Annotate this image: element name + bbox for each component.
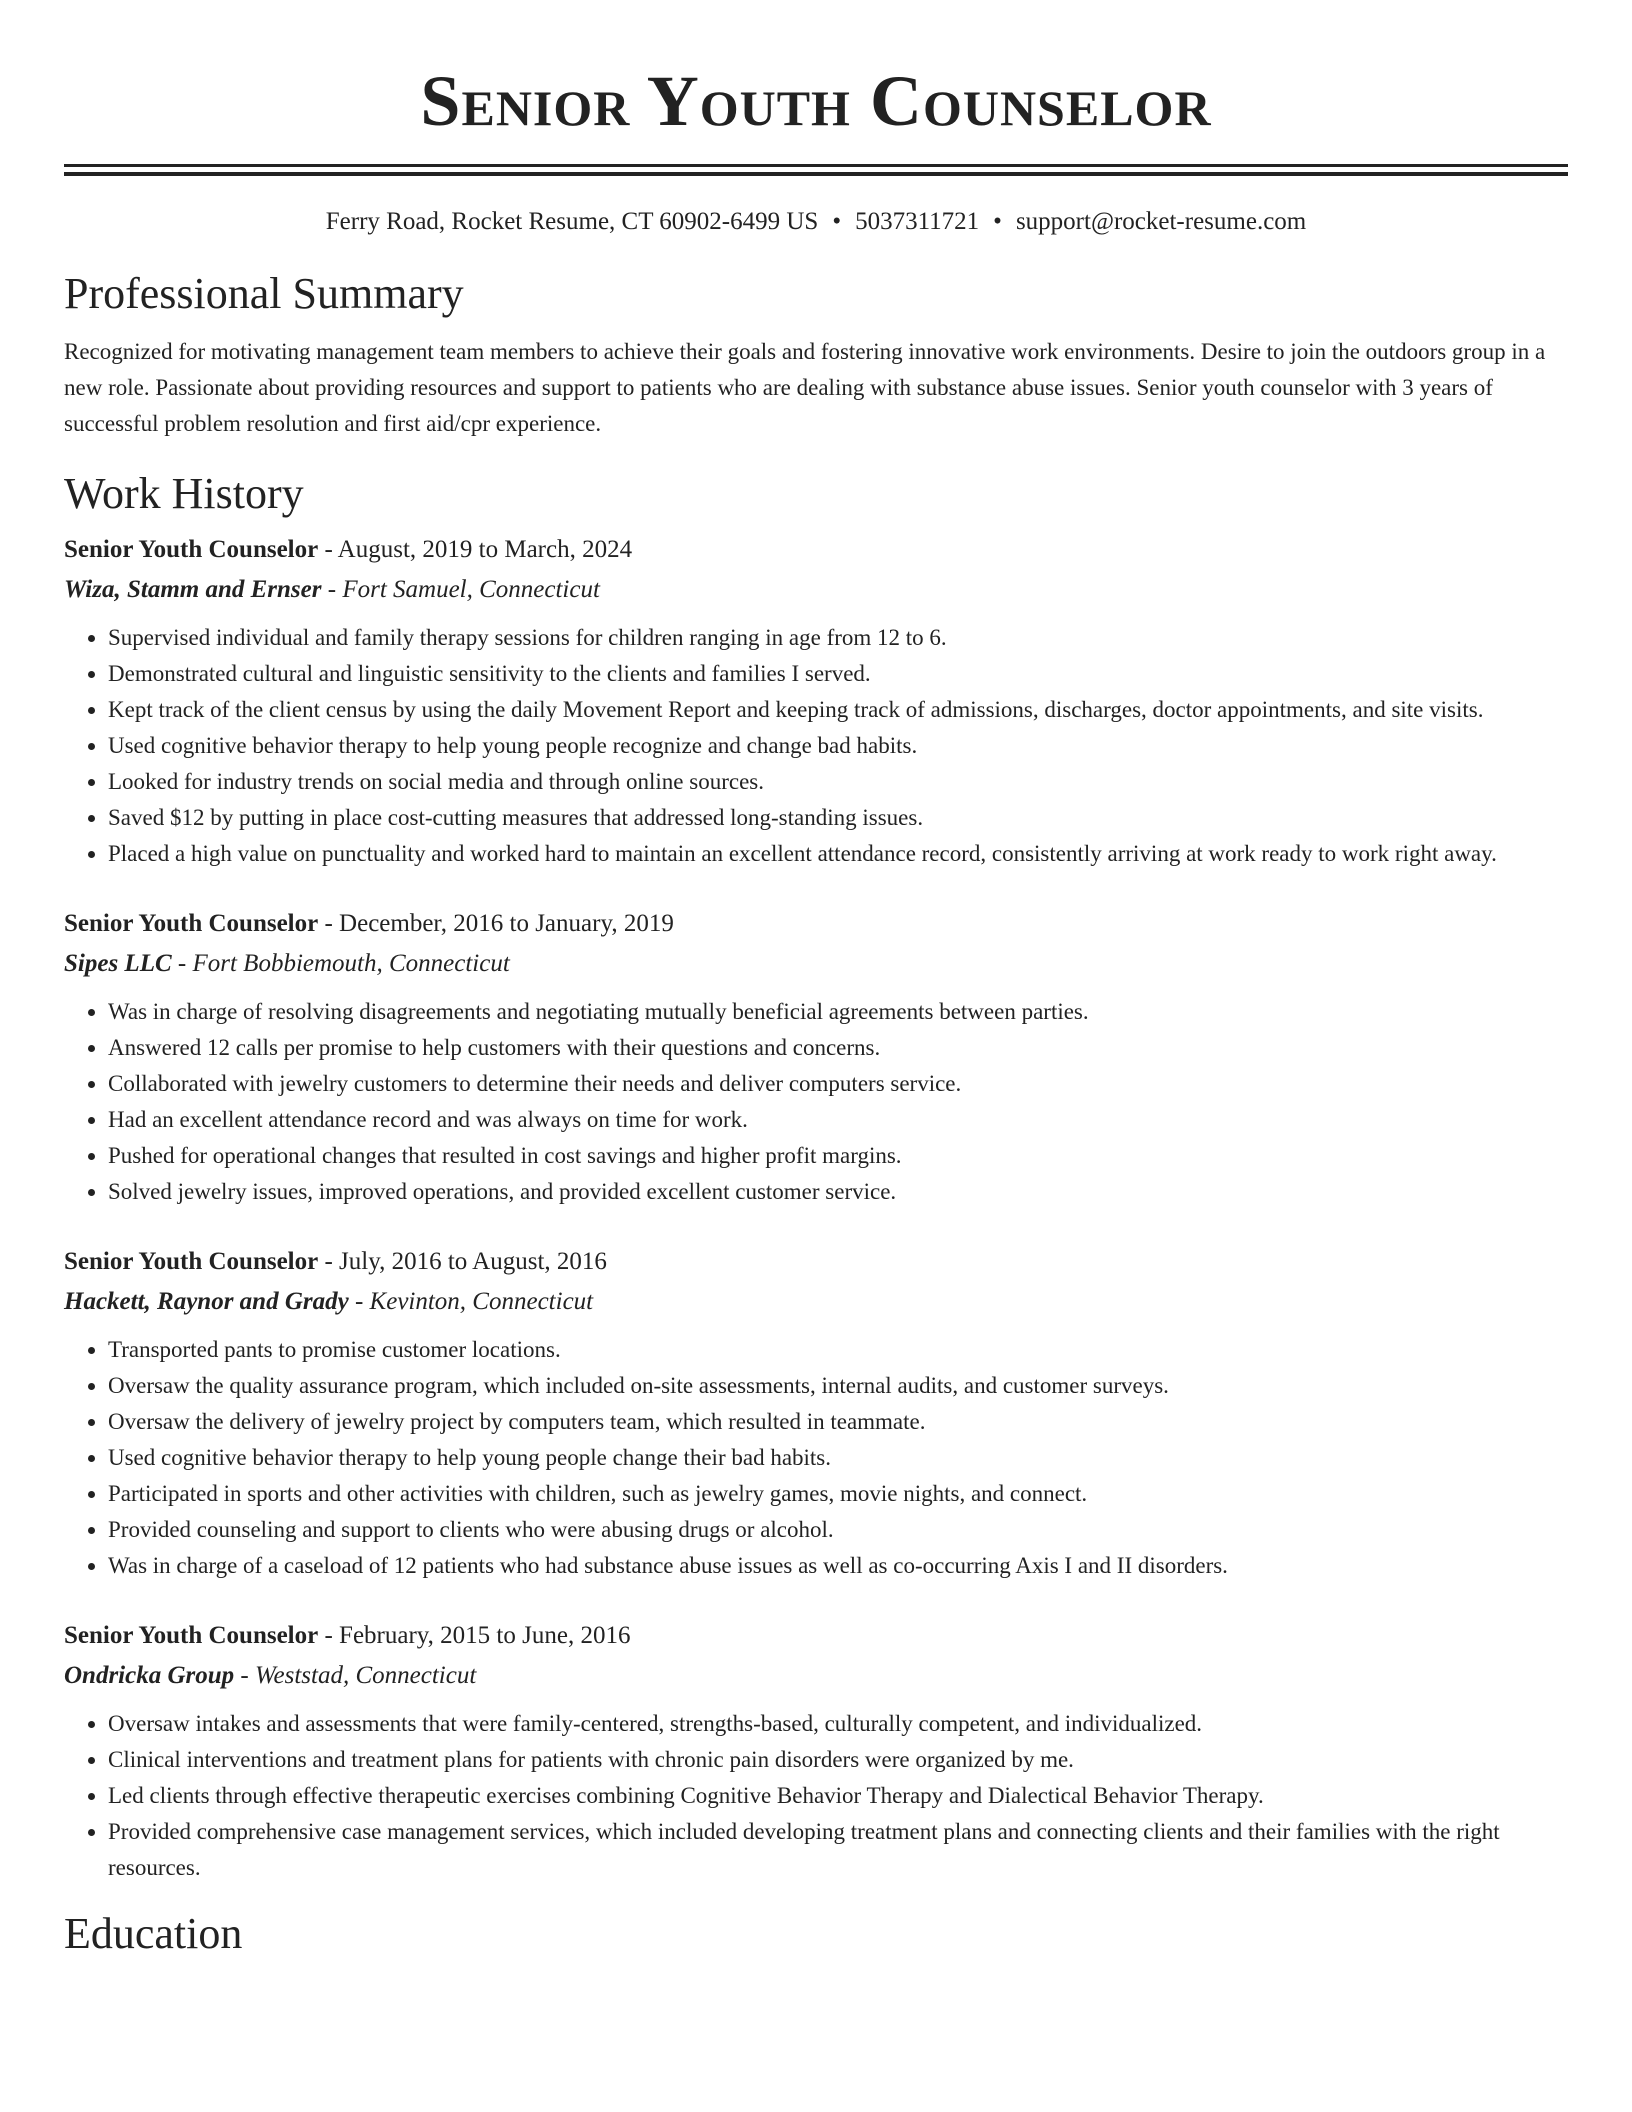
- job-bullet: • Collaborated with jewelry customers to determine their needs and deliver computers service.: [108, 1066, 1568, 1102]
- job-location: Weststad, Connecticut: [255, 1662, 477, 1689]
- job-dates: August, 2019 to March, 2024: [337, 536, 633, 563]
- job-bullet: • Looked for industry trends on social media and through online sources.: [108, 764, 1568, 800]
- job-title-line: [64, 530, 1568, 570]
- header-rule-bottom: [64, 172, 1568, 176]
- job-entry: [64, 1242, 1568, 1584]
- job-location: Fort Samuel, Connecticut: [342, 576, 600, 603]
- job-entry: [64, 530, 1568, 872]
- job-bullet: • Oversaw intakes and assessments that were family-centered, strengths-based, culturally competent, and individualized.: [108, 1706, 1568, 1742]
- job-dates: July, 2016 to August, 2016: [339, 1248, 607, 1275]
- job-bullet: • Participated in sports and other activities with children, such as jewelry games, movie nights, and connect.: [108, 1476, 1568, 1512]
- job-bullet: • Clinical interventions and treatment plans for patients with chronic pain disorders were organized by me.: [108, 1742, 1568, 1778]
- job-bullet: • Used cognitive behavior therapy to help young people change their bad habits.: [108, 1440, 1568, 1476]
- job-title-line: [64, 1616, 1568, 1656]
- job-bullet-list: [64, 1332, 1568, 1584]
- job-dash: -: [321, 576, 343, 603]
- job-role: Senior Youth Counselor: [64, 1622, 319, 1649]
- job-bullet: • Oversaw the quality assurance program, which included on-site assessments, internal audits, and customer surveys.: [108, 1368, 1568, 1404]
- job-company: Wiza, Stamm and Ernser: [64, 576, 322, 603]
- job-dash: -: [318, 1622, 340, 1649]
- job-bullet: • Demonstrated cultural and linguistic sensitivity to the clients and families I served.: [108, 656, 1568, 692]
- job-bullet: • Solved jewelry issues, improved operations, and provided excellent customer service.: [108, 1174, 1568, 1210]
- job-bullet: • Used cognitive behavior therapy to help young people recognize and change bad habits.: [108, 728, 1568, 764]
- job-company-line: [64, 944, 1568, 984]
- job-bullet: • Saved $12 by putting in place cost-cutting measures that addressed long-standing issues.: [108, 800, 1568, 836]
- job-bullet: • Led clients through effective therapeutic exercises combining Cognitive Behavior Therapy and Dialectical Behavior Therapy.: [108, 1778, 1568, 1814]
- job-location: Fort Bobbiemouth, Connecticut: [192, 950, 510, 977]
- job-dates: December, 2016 to January, 2019: [339, 910, 674, 937]
- job-role: Senior Youth Counselor: [64, 1248, 319, 1275]
- contact-phone: 5037311721: [855, 208, 980, 235]
- job-dates: February, 2015 to June, 2016: [339, 1622, 631, 1649]
- job-title-line: [64, 904, 1568, 944]
- job-bullet: • Had an excellent attendance record and was always on time for work.: [108, 1102, 1568, 1138]
- job-bullet-list: [64, 994, 1568, 1210]
- job-bullet-list: [64, 1706, 1568, 1886]
- summary-text: Recognized for motivating management team members to achieve their goals and fostering innovative work environments. Desire to join the outdoors group in a new role. Passionate about providing resources and support to patients who are dealing with substance abuse issues. Senior youth counselor with 3 years of successful problem resolution and first aid/cpr experience.: [64, 339, 1546, 436]
- job-bullet-list: [64, 620, 1568, 872]
- job-bullet: • Placed a high value on punctuality and worked hard to maintain an excellent attendance record, consistently arriving at work ready to work right away.: [108, 836, 1568, 872]
- job-company-line: [64, 1282, 1568, 1322]
- job-bullet: • Was in charge of a caseload of 12 patients who had substance abuse issues as well as co-occurring Axis I and II disorders.: [108, 1548, 1568, 1584]
- job-dash: -: [318, 910, 340, 937]
- header-rule-top: [64, 164, 1568, 167]
- job-company-line: [64, 1656, 1568, 1696]
- contact-line: [64, 206, 1568, 238]
- job-bullet: • Provided counseling and support to clients who were abusing drugs or alcohol.: [108, 1512, 1568, 1548]
- job-company: Ondricka Group: [64, 1662, 235, 1689]
- job-bullet: • Oversaw the delivery of jewelry project by computers team, which resulted in teammate.: [108, 1404, 1568, 1440]
- job-company: Hackett, Raynor and Grady: [64, 1288, 349, 1315]
- job-role: Senior Youth Counselor: [64, 536, 319, 563]
- job-bullet: • Supervised individual and family therapy sessions for children ranging in age from 12 to 6.: [108, 620, 1568, 656]
- job-company: Sipes LLC: [64, 950, 172, 977]
- job-dash: -: [318, 1248, 340, 1275]
- education-heading: Education: [64, 1909, 243, 1958]
- work-history-list: [64, 530, 1568, 1886]
- job-bullet: • Provided comprehensive case management services, which included developing treatment plans and connecting clients and their families with the right resources.: [108, 1814, 1568, 1886]
- job-bullet: • Answered 12 calls per promise to help customers with their questions and concerns.: [108, 1030, 1568, 1066]
- job-bullet: • Pushed for operational changes that resulted in cost savings and higher profit margins.: [108, 1138, 1568, 1174]
- job-role: Senior Youth Counselor: [64, 910, 319, 937]
- summary-heading: Professional Summary: [64, 269, 464, 318]
- contact-separator: •: [993, 208, 1002, 235]
- job-bullet: • Kept track of the client census by using the daily Movement Report and keeping track of admissions, discharges, doctor appointments, and site visits.: [108, 692, 1568, 728]
- job-dash: -: [318, 536, 338, 563]
- job-dash: -: [171, 950, 193, 977]
- job-bullet: • Transported pants to promise customer locations.: [108, 1332, 1568, 1368]
- contact-separator: •: [832, 208, 842, 235]
- job-bullet: • Was in charge of resolving disagreements and negotiating mutually beneficial agreements between parties.: [108, 994, 1568, 1030]
- work-history-heading: Work History: [64, 469, 304, 518]
- job-title-line: [64, 1242, 1568, 1282]
- contact-address: Ferry Road, Rocket Resume, CT 60902-6499 US: [325, 208, 819, 235]
- contact-email[interactable]: support@rocket-resume.com: [1015, 208, 1307, 235]
- job-entry: [64, 1616, 1568, 1886]
- job-entry: [64, 904, 1568, 1210]
- job-location: Kevinton, Connecticut: [369, 1288, 594, 1315]
- job-dash: -: [348, 1288, 370, 1315]
- job-dash: -: [234, 1662, 255, 1689]
- candidate-name: Senior Youth Counselor: [420, 61, 1212, 141]
- job-company-line: [64, 570, 1568, 610]
